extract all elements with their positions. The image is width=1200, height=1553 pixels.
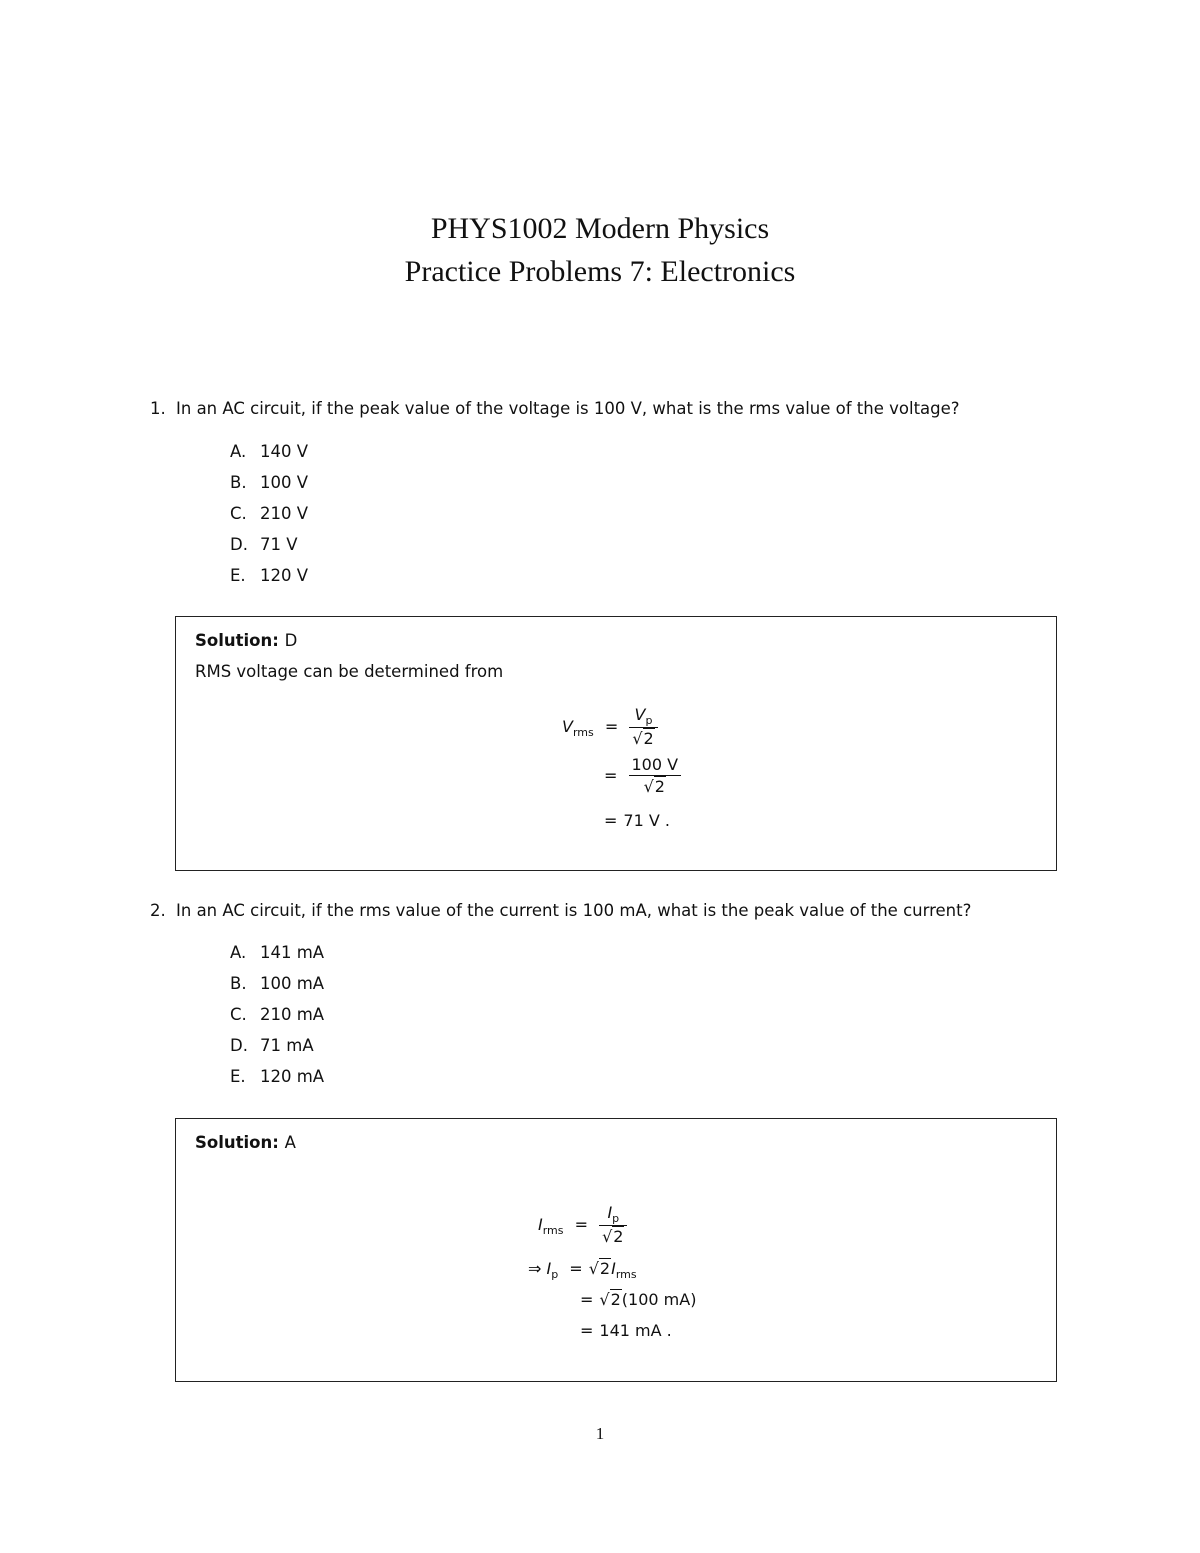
sqrt-arg: 2	[654, 777, 665, 796]
option-value: 71 mA	[260, 1036, 314, 1055]
option-value: 210 mA	[260, 1005, 325, 1024]
option-c	[230, 498, 308, 529]
option-letter: C.	[230, 1005, 247, 1024]
option-letter: E.	[230, 566, 246, 585]
rms-subscript: rms	[572, 726, 594, 739]
i-symbol: I	[546, 1259, 552, 1278]
fraction	[629, 755, 682, 798]
solution-answer: D	[284, 631, 298, 650]
equation-line-1	[538, 1203, 627, 1248]
question-number: 1.	[150, 399, 166, 418]
denominator	[629, 728, 657, 750]
option-letter: C.	[230, 504, 247, 523]
page-title: PHYS1002 Modern Physics	[430, 212, 770, 245]
result: 141 mA .	[599, 1321, 672, 1340]
option-value: 210 V	[260, 504, 309, 523]
equals-sign: =	[580, 1321, 594, 1340]
option-letter: D.	[230, 535, 248, 554]
solution-box-1	[175, 616, 1057, 871]
i-symbol: I	[538, 1215, 543, 1234]
sqrt	[644, 776, 666, 798]
equals-sign: =	[574, 1215, 588, 1234]
equation-line-2	[604, 755, 681, 798]
page-number: 1	[595, 1424, 605, 1443]
sqrt	[589, 1259, 611, 1278]
option-letter: A.	[230, 442, 247, 461]
numerator	[629, 705, 657, 728]
p-subscript: p	[612, 1212, 620, 1225]
question-number: 2.	[150, 901, 166, 920]
sqrt-arg: 2	[599, 1259, 611, 1278]
implies-symbol: ⇒	[528, 1259, 542, 1278]
solution-explanation: RMS voltage can be determined from	[195, 662, 504, 681]
question-1	[150, 399, 960, 418]
v-symbol: V	[562, 717, 573, 736]
numerator: 100 V	[629, 755, 682, 776]
paren-value: (100 mA)	[621, 1290, 697, 1309]
option-value: 120 mA	[260, 1067, 325, 1086]
option-letter: A.	[230, 943, 247, 962]
option-d	[230, 1030, 324, 1061]
sqrt	[599, 1290, 621, 1309]
sqrt-arg: 2	[613, 1227, 624, 1246]
i-symbol: I	[607, 1203, 613, 1222]
sqrt-sign: √	[588, 1259, 599, 1278]
fraction	[599, 1203, 627, 1248]
sqrt-sign: √	[599, 1290, 610, 1309]
result: 71 V .	[623, 811, 670, 830]
equals-sign: =	[604, 717, 619, 736]
solution-label: Solution:	[195, 1133, 279, 1152]
question-text: In an AC circuit, if the rms value of the current is 100 mA, what is the peak value of the current?	[176, 901, 972, 920]
p-subscript: p	[645, 714, 653, 727]
equals-sign: =	[569, 1259, 583, 1278]
option-value: 120 V	[260, 566, 309, 585]
option-value: 100 mA	[260, 974, 325, 993]
solution-answer: A	[284, 1133, 296, 1152]
page-subtitle: Practice Problems 7: Electronics	[404, 255, 796, 288]
equals-sign: =	[604, 766, 618, 785]
question-text: In an AC circuit, if the peak value of the voltage is 100 V, what is the rms value of the voltage?	[176, 399, 960, 418]
rms-subscript: rms	[542, 1224, 564, 1237]
option-d	[230, 529, 308, 560]
option-letter: E.	[230, 1067, 246, 1086]
i-symbol: I	[611, 1259, 616, 1278]
sqrt-arg: 2	[610, 1290, 621, 1309]
denominator	[599, 1226, 627, 1248]
options-list-1	[230, 436, 308, 591]
solution-heading	[195, 631, 297, 650]
option-e	[230, 1061, 324, 1092]
option-value: 140 V	[260, 442, 309, 461]
option-value: 141 mA	[260, 943, 325, 962]
option-a	[230, 436, 308, 467]
sqrt-sign: √	[643, 777, 654, 796]
options-list-2	[230, 937, 324, 1092]
option-c	[230, 999, 324, 1030]
equals-sign: =	[604, 811, 618, 830]
p-subscript: p	[551, 1268, 559, 1281]
denominator	[629, 776, 682, 798]
option-b	[230, 467, 308, 498]
sqrt-sign: √	[632, 729, 643, 748]
sqrt-sign: √	[602, 1227, 613, 1246]
rms-subscript: rms	[615, 1268, 637, 1281]
equation-line-4	[580, 1321, 672, 1340]
sqrt-arg: 2	[643, 729, 654, 748]
option-b	[230, 968, 324, 999]
fraction	[629, 705, 657, 750]
equation-line-1	[562, 705, 658, 750]
solution-label: Solution:	[195, 631, 279, 650]
numerator	[599, 1203, 627, 1226]
solution-heading	[195, 1133, 296, 1152]
sqrt	[632, 728, 654, 750]
v-symbol: V	[634, 705, 646, 724]
question-2	[150, 901, 971, 920]
option-letter: D.	[230, 1036, 248, 1055]
option-letter: B.	[230, 473, 247, 492]
equation-line-3	[580, 1290, 696, 1309]
option-a	[230, 937, 324, 968]
equals-sign: =	[580, 1290, 594, 1309]
option-letter: B.	[230, 974, 247, 993]
option-value: 71 V	[260, 535, 298, 554]
equation-line-2	[528, 1259, 637, 1281]
solution-box-2	[175, 1118, 1057, 1382]
option-e	[230, 560, 308, 591]
option-value: 100 V	[260, 473, 309, 492]
equation-line-3	[604, 811, 670, 830]
sqrt	[602, 1226, 624, 1248]
